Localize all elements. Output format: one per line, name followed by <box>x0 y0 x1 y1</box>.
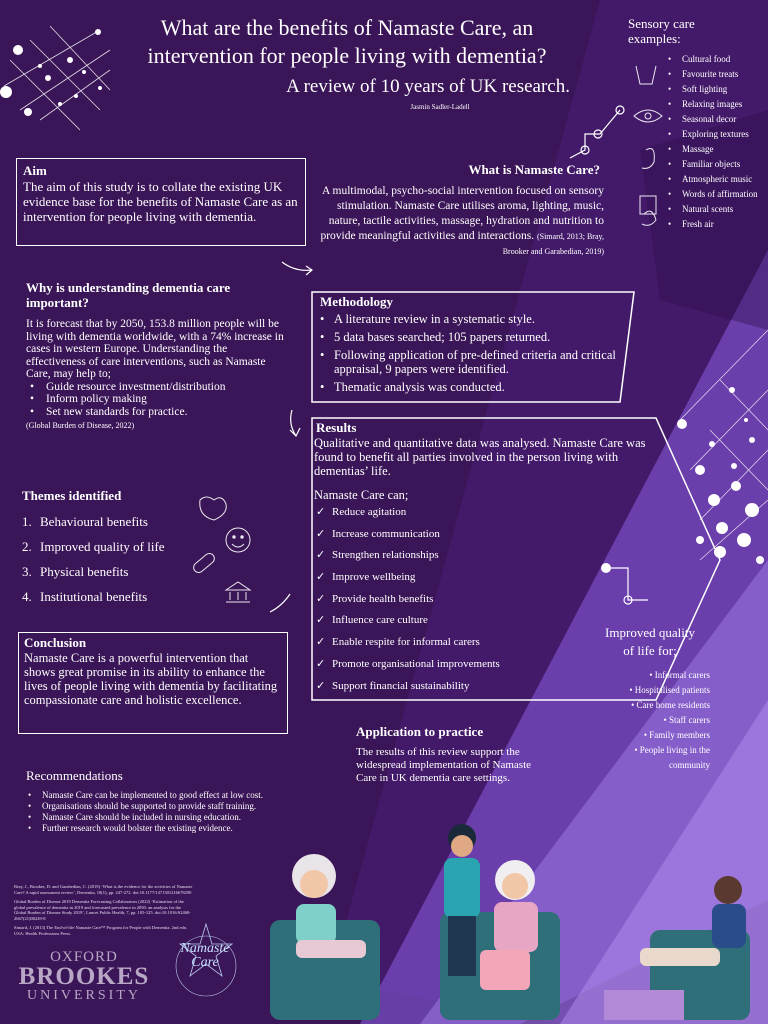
conclusion-text: Namaste Care is a powerful intervention that shows great promise in its ability to enhance the lives of people living with dementia by facilitating compassionate care and holistic excellence. <box>24 651 278 707</box>
aim-text: The aim of this study is to collate the existing UK evidence base for the benefits of Namaste Care as an intervention for people living with dementia. <box>23 179 298 224</box>
why-citation: (Global Burden of Disease, 2022) <box>26 421 135 430</box>
theme-item: 4. Institutional benefits <box>22 589 148 604</box>
recommendation-item: • Organisations should be supported to provide staff training. <box>26 801 326 812</box>
methodology-bullet: • 5 data bases searched; 105 papers returned. <box>316 330 632 344</box>
methodology-heading: Methodology <box>320 294 393 309</box>
reference-item: Global Burden of Disease 2019 Dementia Forecasting Collaborators (2022) ‘Estimation of the global prevalence of dementia in 2019 and forecasted prevalence in 2050: an analysis for the Global Burden of Disease Study 2019’, Lancet Public Health, 7, pp. 105-125. doi:10.1016/S2468-2667(21)00249-8 <box>14 899 191 921</box>
sensory-item: • Natural scents <box>668 204 768 214</box>
check-icon: ✓ <box>316 549 326 562</box>
sensory-item: • Atmospheric music <box>668 174 768 184</box>
sensory-item: • Cultural food <box>668 54 768 64</box>
sensory-item: • Massage <box>668 144 768 154</box>
reference-item: Simard, J. (2013) The End-of-life Namaste Care™ Program for People with Dementia. 2nd edn. USA: Health Professions Press. <box>14 925 188 936</box>
oxford-brookes-logo: OXFORD BROOKES UNIVERSITY <box>18 949 150 1003</box>
results-check-item: ✓ Increase communication <box>316 527 440 540</box>
sensory-item: • Fresh air <box>668 219 768 229</box>
check-icon: ✓ <box>316 527 326 540</box>
theme-item: 2. Improved quality of life <box>22 539 165 554</box>
improved-heading: Improved quality of life for; <box>605 625 695 658</box>
conclusion-heading: Conclusion <box>24 635 87 650</box>
poster-title: What are the benefits of Namaste Care, an intervention for people living with dementia? <box>147 15 547 68</box>
improved-item: • Hospitalised patients <box>600 683 710 698</box>
results-check-item: ✓ Provide health benefits <box>316 592 434 605</box>
results-check-item: ✓ Influence care culture <box>316 614 428 627</box>
results-text: Qualitative and quantitative data was analysed. Namaste Care was found to benefit all parties involved in the person living with dementias’ life. <box>314 436 646 478</box>
check-icon: ✓ <box>316 614 326 627</box>
application-heading: Application to practice <box>356 724 484 739</box>
what-is-section <box>318 162 604 259</box>
improved-item: • People living in the community <box>600 743 710 773</box>
check-icon: ✓ <box>316 571 326 584</box>
sensory-item: • Relaxing images <box>668 99 768 109</box>
results-check-item: ✓ Strengthen relationships <box>316 549 439 562</box>
what-is-text: A multimodal, psycho-social intervention focused on sensory stimulation. Namaste Care utilises aroma, lighting, music, nature, tactile activities, massage, hydration and nutrition to provide meaningful activities and interactions. <box>320 185 604 242</box>
recommendations-section <box>26 768 326 834</box>
results-check-item: ✓ Promote organisational improvements <box>316 657 500 670</box>
recommendations-heading: Recommendations <box>26 768 123 783</box>
results-check-item: ✓ Reduce agitation <box>316 506 407 518</box>
check-icon: ✓ <box>316 636 326 649</box>
application-section <box>356 724 546 785</box>
improved-section <box>600 624 710 773</box>
results-check-item: ✓ Enable respite for informal carers <box>316 636 480 649</box>
improved-item: • Staff carers <box>600 713 710 728</box>
application-text: The results of this review support the widespread implementation of Namaste Care in UK dementia care settings. <box>356 746 532 784</box>
sensory-item: • Soft lighting <box>668 84 768 94</box>
sensory-item: • Familiar objects <box>668 159 768 169</box>
methodology-bullet: • A literature review in a systematic style. <box>316 312 632 326</box>
sensory-item: • Exploring textures <box>668 129 768 139</box>
check-icon: ✓ <box>316 679 326 692</box>
improved-item: • Family members <box>600 728 710 743</box>
namaste-care-logo: Namaste Care <box>180 941 230 970</box>
theme-item: 3. Physical benefits <box>22 564 129 579</box>
themes-section <box>22 488 282 614</box>
reference-item: Bray, J., Brooker, D. and Garabedian, C. (2019) ‘What is the evidence for the activities of Namaste Care? A rapid assessment review’, Dementia, 18(1), pp. 247-272. doi:10.1177/1471301216678290 <box>14 884 193 895</box>
results-heading: Results <box>316 420 357 435</box>
theme-item: 1. Behavioural benefits <box>22 514 148 529</box>
sensory-item: • Seasonal decor <box>668 114 768 124</box>
recommendation-item: • Further research would bolster the existing evidence. <box>26 823 326 834</box>
recommendation-item: • Namaste Care can be implemented to good effect at low cost. <box>26 790 326 801</box>
what-is-heading: What is Namaste Care? <box>468 162 600 177</box>
conclusion-section <box>18 632 288 734</box>
methodology-section <box>316 294 632 398</box>
improved-item: • Care home residents <box>600 698 710 713</box>
results-check-item: ✓ Support financial sustainability <box>316 679 470 692</box>
themes-heading: Themes identified <box>22 488 122 503</box>
what-is-citation: (Simard, 2013; Bray, Brooker and Garabedian, 2019) <box>502 232 604 256</box>
methodology-bullet: • Thematic analysis was conducted. <box>316 380 632 394</box>
methodology-bullet: • Following application of pre-defined criteria and critical appraisal, 9 papers were identified. <box>316 348 632 376</box>
references <box>14 884 194 940</box>
results-can-label: Namaste Care can; <box>314 488 409 502</box>
why-bullet: • Set new standards for practice. <box>26 406 288 419</box>
why-section <box>26 280 288 433</box>
aim-heading: Aim <box>23 163 47 178</box>
check-icon: ✓ <box>316 657 326 670</box>
why-heading: Why is understanding dementia care important? <box>26 280 231 310</box>
sensory-heading: Sensory care examples: <box>628 16 695 46</box>
check-icon: ✓ <box>316 592 326 605</box>
check-icon: ✓ <box>316 506 326 518</box>
improved-item: • Informal carers <box>600 668 710 683</box>
aim-section <box>16 158 306 246</box>
recommendation-item: • Namaste Care should be included in nursing education. <box>26 812 326 823</box>
why-bullet: • Inform policy making <box>26 393 288 406</box>
poster-subtitle: A review of 10 years of UK research. <box>286 76 570 97</box>
results-check-item: ✓ Improve wellbeing <box>316 571 416 584</box>
sensory-item: • Words of affirmation <box>668 189 768 199</box>
sensory-section <box>628 16 758 234</box>
sensory-item: • Favourite treats <box>668 69 768 79</box>
why-text: It is forecast that by 2050, 153.8 million people will be living with dementia worldwide, with a 74% increase in cases in western Europe. Understanding the effectiveness of care interventions, such as Namaste Care, may help to; <box>26 318 284 380</box>
author-name: Jasmin Sadler-Ladell <box>410 103 470 111</box>
why-bullet: • Guide resource investment/distribution <box>26 381 288 394</box>
